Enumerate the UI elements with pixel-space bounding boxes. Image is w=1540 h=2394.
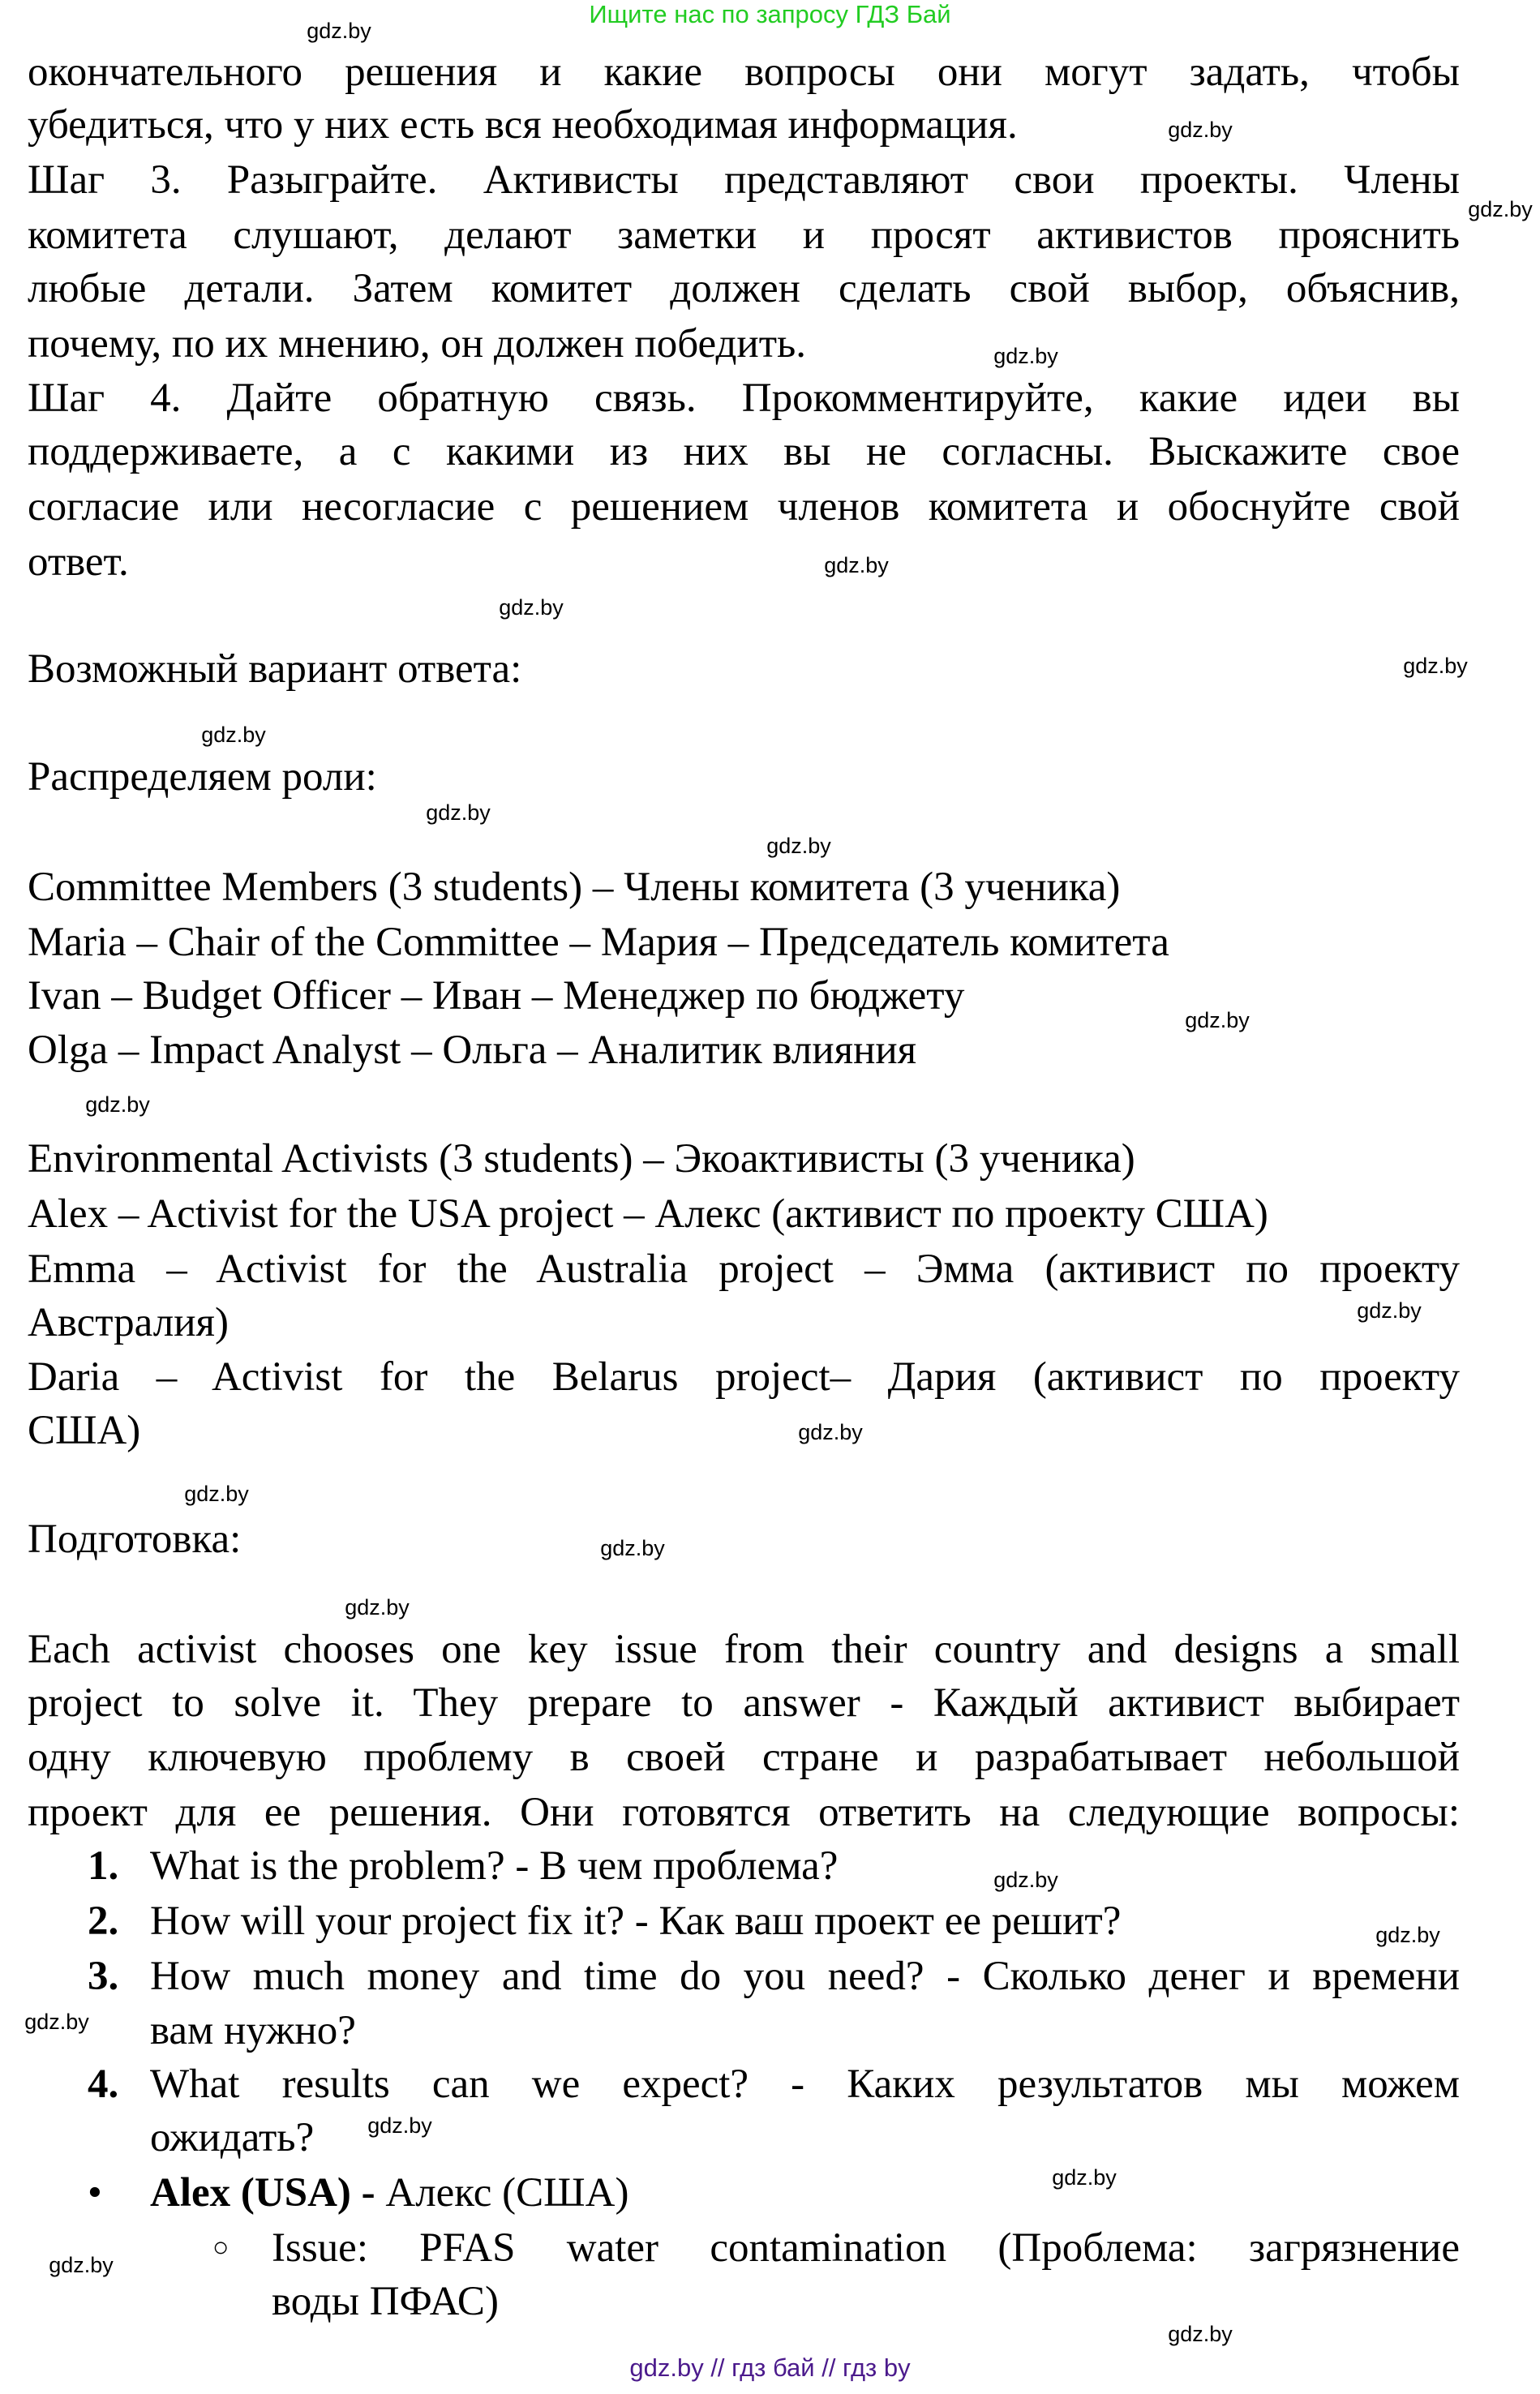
text-line: комитета слушают, делают заметки и просят активистов прояснить [28,212,1460,258]
text-line: Olga – Impact Analyst – Ольга – Аналитик влияния [28,1028,917,1073]
watermark: gdz.by [993,1868,1058,1892]
list-item-continued: вам нужно? [150,2008,356,2053]
sub-bullet-item: Issue: PFAS water contamination (Проблема: загрязнение [272,2225,1460,2271]
watermark: gdz.by [798,1420,863,1444]
watermark: gdz.by [824,553,889,577]
text-line: Each activist chooses one key issue from their country and designs a small [28,1627,1460,1672]
section-heading: Распределяем роли: [28,754,377,800]
watermark: gdz.by [1357,1298,1422,1323]
text-line: одну ключевую проблему в своей стране и разрабатывает небольшой [28,1735,1460,1780]
text-line: почему, по их мнению, он должен победить. [28,321,806,367]
text-line: Maria – Chair of the Committee – Мария – Председатель комитета [28,920,1169,965]
watermark: gdz.by [993,344,1058,368]
watermark: gdz.by [184,1482,249,1506]
text-line: проект для ее решения. Они готовятся ответить на следующие вопросы: [28,1790,1460,1835]
text-line: Daria – Activist for the Belarus project– Дария (активист по проекту [28,1354,1460,1400]
watermark: gdz.by [1168,2322,1233,2346]
text-line: Шаг 4. Дайте обратную связь. Прокомментируйте, какие идеи вы [28,375,1460,421]
watermark: gdz.by [1185,1008,1250,1032]
list-number: 4. [88,2062,119,2107]
text-line: любые детали. Затем комитет должен сделать свой выбор, объяснив, [28,266,1460,311]
text-line: Шаг 3. Разыграйте. Активисты представляют свои проекты. Члены [28,157,1460,203]
sub-bullet-item-continued: воды ПФАС) [272,2279,499,2324]
text-line: окончательного решения и какие вопросы они могут задать, чтобы [28,49,1460,95]
text-line: Австралия) [28,1300,229,1345]
watermark: gdz.by [1052,2165,1117,2190]
text-line: Committee Members (3 students) – Члены комитета (3 ученика) [28,865,1121,910]
section-heading: Возможный вариант ответа: [28,646,522,692]
text-line: поддерживаете, а с какими из них вы не согласны. Выскажите свое [28,429,1460,474]
list-item: What is the problem? - В чем проблема? [150,1843,839,1889]
watermark: gdz.by [499,595,564,620]
circle-bullet-icon: ○ [212,2233,229,2263]
list-number: 2. [88,1898,119,1944]
text-line: США) [28,1408,141,1453]
text-line: project to solve it. They prepare to answer - Каждый активист выбирает [28,1680,1460,1726]
text-line: согласие или несогласие с решением членов комитета и обоснуйте свой [28,484,1460,530]
list-item: How will your project fix it? - Как ваш проект ее решит? [150,1898,1122,1944]
watermark: gdz.by [766,834,831,858]
footer-banner: gdz.by // гдз бай // гдз by [629,2353,911,2382]
watermark: gdz.by [1468,197,1533,221]
list-item-continued: ожидать? [150,2115,315,2160]
watermark: gdz.by [307,19,371,43]
text-line: Emma – Activist for the Australia project – Эмма (активист по проекту [28,1246,1460,1292]
watermark: gdz.by [49,2253,114,2277]
bullet-rest: Алекс (США) [375,2170,629,2216]
text-line: Environmental Activists (3 students) – Экоактивисты (3 ученика) [28,1136,1135,1182]
bullet-item [150,2165,628,2220]
list-number: 3. [88,1954,119,1999]
watermark: gdz.by [345,1595,410,1620]
header-banner: Ищите нас по запросу ГДЗ Бай [589,0,951,28]
watermark: gdz.by [1403,654,1468,678]
list-item: How much money and time do you need? - Сколько денег и времени [150,1954,1460,1999]
watermark: gdz.by [85,1092,150,1117]
bullet-icon: • [88,2170,102,2216]
text-line: убедиться, что у них есть вся необходимая информация. [28,102,1018,148]
bullet-bold: Alex (USA) - [150,2170,375,2216]
watermark: gdz.by [600,1536,665,1560]
watermark: gdz.by [367,2113,432,2138]
list-item: What results can we expect? - Каких результатов мы можем [150,2062,1460,2107]
watermark: gdz.by [201,723,266,747]
watermark: gdz.by [1168,118,1233,142]
text-line: ответ. [28,539,129,585]
watermark: gdz.by [1375,1923,1440,1947]
watermark: gdz.by [426,800,491,825]
text-line: Ivan – Budget Officer – Иван – Менеджер по бюджету [28,973,965,1019]
list-number: 1. [88,1843,119,1889]
text-line: Alex – Activist for the USA project – Алекс (активист по проекту США) [28,1191,1268,1237]
section-heading: Подготовка: [28,1517,242,1562]
watermark: gdz.by [24,2010,89,2034]
